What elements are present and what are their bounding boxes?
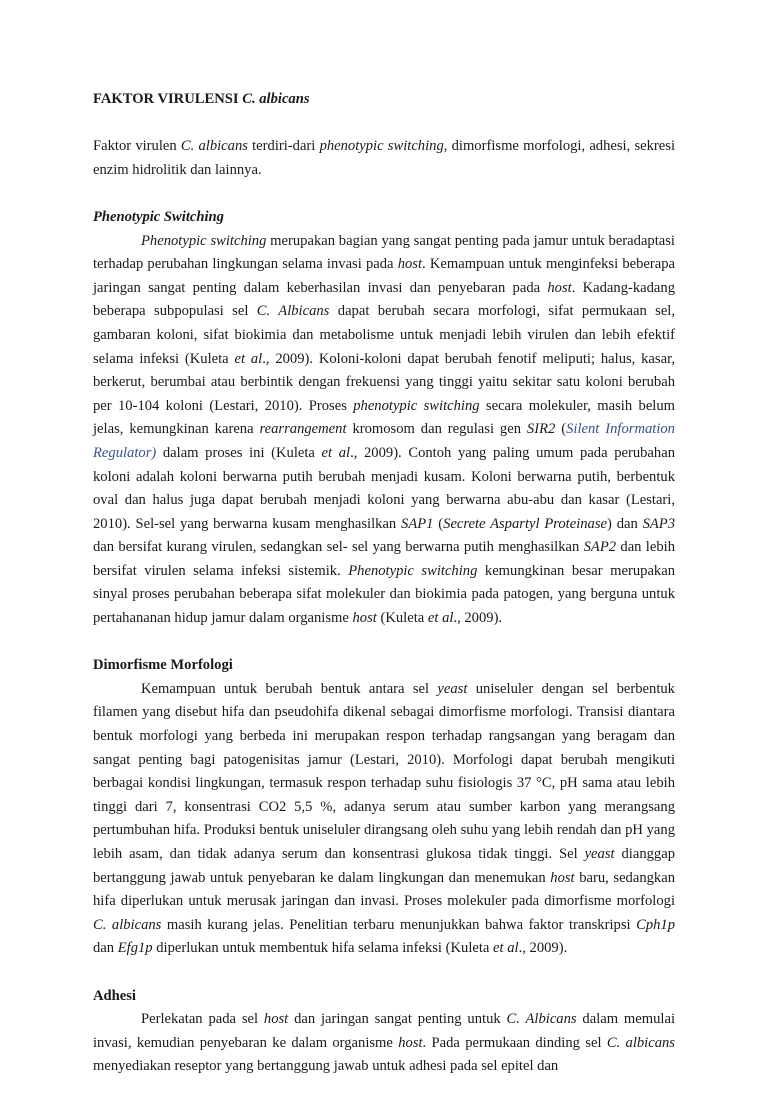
- italic-run: Phenotypic switching: [141, 232, 267, 249]
- text-run: (Kuleta: [376, 610, 428, 627]
- text-run: menyediakan reseptor yang bertanggung jawab untuk adhesi pada sel epitel dan: [93, 1058, 559, 1075]
- italic-run: host: [263, 1011, 289, 1028]
- italic-run: et al: [234, 350, 263, 367]
- italic-run: et al: [321, 444, 351, 461]
- italic-run: Silent Information Regulator): [93, 421, 675, 461]
- italic-run: SAP3: [642, 515, 676, 532]
- italic-run: Secrete Aspartyl Proteinase: [443, 515, 608, 532]
- section-dimorfisme-morfologi: [93, 654, 675, 961]
- text-run: secara molekuler, masih belum jelas, kemungkinan karena: [93, 397, 675, 438]
- italic-run: C. Albicans: [256, 303, 330, 320]
- italic-run: yeast: [437, 680, 468, 697]
- italic-run: C. albicans: [606, 1034, 675, 1051]
- text-run: . Pada permukaan dinding sel: [422, 1034, 607, 1051]
- section-paragraph: [93, 230, 675, 631]
- document-title: [93, 88, 675, 112]
- text-run: kromosom dan regulasi gen: [346, 421, 527, 438]
- text-run: ) dan: [607, 515, 643, 532]
- italic-run: host: [352, 610, 377, 627]
- text-run: dalam memulai invasi, kemudian penyebaran ke dalam organisme: [93, 1011, 676, 1051]
- text-run: dan jaringan sangat penting untuk: [288, 1011, 507, 1028]
- text-run: ., 2009). Koloni-koloni dapat berubah fenotif meliputi; halus, kasar, berkerut, berumbai atau berbintik dengan frekuensi yang tinggi yaitu sekitar satu koloni berubah per 10-104 koloni (Lestari, 2010). Proses: [93, 350, 675, 414]
- section-heading: Adhesi: [93, 987, 136, 1004]
- italic-run: Efg1p: [117, 940, 153, 957]
- text-run: uniseluler dengan sel berbentuk filamen yang disebut hifa dan pseudohifa dikenal sebagai dimorfisme morfologi. Transisi diantara bentuk morfologi yang berbeda ini merupakan respon terhadap rangsangan yang beragam dan sangat penting bagi patogenisitas jamur (Lestari, 2010). Morfologi dapat berubah mengikuti berbagai kondisi lingkungan, termasuk respon terhadap suhu fisiologis 37 °C, pH sama atau lebih tinggi dari 7, konsentrasi CO2 5,5 %, adanya serum atau sumber karbon yang merangsang pertumbuhan hifa. Produksi bentuk uniseluler dirangsang oleh suhu yang lebih rendah dan pH yang lebih asam, dan tidak adanya serum dan konsentrasi glukosa tidak tinggi. Sel: [93, 680, 675, 862]
- italic-run: host: [398, 1034, 423, 1051]
- italic-run: phenotypic switching: [353, 397, 480, 414]
- text-run: Perlekatan pada sel: [141, 1011, 264, 1028]
- text-run: Kemampuan untuk berubah bentuk antara sel: [141, 680, 438, 697]
- italic-run: C. Albicans: [506, 1011, 577, 1028]
- text-run: masih kurang jelas. Penelitian terbaru menunjukkan bahwa faktor transkripsi: [161, 916, 637, 933]
- section-heading: Dimorfisme Morfologi: [93, 657, 233, 674]
- text-run: dianggap bertanggung jawab untuk penyebaran ke dalam lingkungan dan menemukan: [93, 846, 675, 886]
- section-paragraph: [93, 678, 675, 961]
- italic-run: host: [550, 869, 575, 886]
- text-run: Faktor virulen: [93, 138, 181, 155]
- italic-run: SAP1: [401, 515, 434, 532]
- text-run: ., 2009). Contoh yang paling umum pada perubahan koloni adalah koloni berwarna putih berubah menjadi kusam. Koloni berwarna putih, berbentuk oval dan halus juga dapat berubah menjadi koloni yang berwarna abu-abu dan kasar (Lestari, 2010). Sel-sel yang berwarna kusam menghasilkan: [93, 444, 675, 532]
- title-prefix: FAKTOR VIRULENSI: [93, 91, 243, 107]
- italic-run: et al: [493, 940, 519, 957]
- text-run: dapat berubah secara morfologi, sifat permukaan sel, gambaran koloni, sifat biokimia dan metabolisme untuk menjadi lebih virulen dan lebih efektif selama infeksi (Kuleta: [93, 303, 676, 367]
- text-run: terdiri-dari: [247, 138, 320, 155]
- italic-run: C. albicans: [93, 916, 162, 933]
- italic-run: C. albicans: [180, 138, 248, 155]
- italic-run: et al: [427, 610, 454, 627]
- text-run: baru, sedangkan hifa diperlukan untuk merusak jaringan dan invasi. Proses molekuler pada dimorfisme morfologi: [93, 869, 675, 910]
- text-run: , dimorfisme morfologi, adhesi, sekresi enzim hidrolitik dan lainnya.: [93, 138, 675, 178]
- text-run: ., 2009).: [518, 940, 568, 957]
- section-adhesi: [93, 985, 675, 1079]
- italic-run: host: [547, 279, 572, 296]
- text-run: dan lebih bersifat virulen selama infeksi sistemik.: [93, 539, 675, 579]
- section-heading: Phenotypic Switching: [93, 208, 224, 225]
- italic-run: Cph1p: [636, 916, 676, 933]
- text-run: dalam proses ini (Kuleta: [156, 444, 322, 461]
- document-page: [93, 88, 675, 1103]
- text-run: dan: [93, 940, 118, 957]
- text-run: kemungkinan besar merupakan sinyal proses perubahan beberapa sifat molekuler dan biokimia pada patogen, yang berguna untuk pertahananan hidup jamur dalam organisme: [93, 562, 676, 627]
- italic-run: rearrangement: [259, 421, 347, 438]
- title-species: C. albicans: [242, 91, 310, 107]
- italic-run: yeast: [584, 846, 615, 862]
- section-phenotypic-switching: [93, 206, 675, 631]
- section-paragraph: [93, 1008, 675, 1079]
- italic-run: Phenotypic switching: [348, 562, 478, 579]
- text-run: (: [555, 421, 567, 438]
- text-run: . Kadang-kadang beberapa subpopulasi sel: [93, 279, 676, 320]
- text-run: merupakan bagian yang sangat penting pada jamur untuk beradaptasi terhadap perubahan lingkungan selama invasi pada: [93, 232, 675, 273]
- text-run: (: [433, 515, 444, 532]
- text-run: . Kemampuan untuk menginfeksi beberapa jaringan sangat penting dalam keberhasilan invasi dan penyebaran pada: [93, 256, 675, 296]
- intro-paragraph: [93, 135, 675, 182]
- text-run: diperlukan untuk membentuk hifa selama infeksi (Kuleta: [152, 940, 494, 957]
- italic-run: SIR2: [526, 421, 556, 438]
- italic-run: host: [397, 256, 423, 273]
- text-run: ., 2009).: [453, 610, 503, 627]
- italic-run: SAP2: [583, 539, 617, 556]
- italic-run: phenotypic switching: [319, 138, 444, 155]
- text-run: dan bersifat kurang virulen, sedangkan sel- sel yang berwarna putih menghasilkan: [93, 539, 584, 556]
